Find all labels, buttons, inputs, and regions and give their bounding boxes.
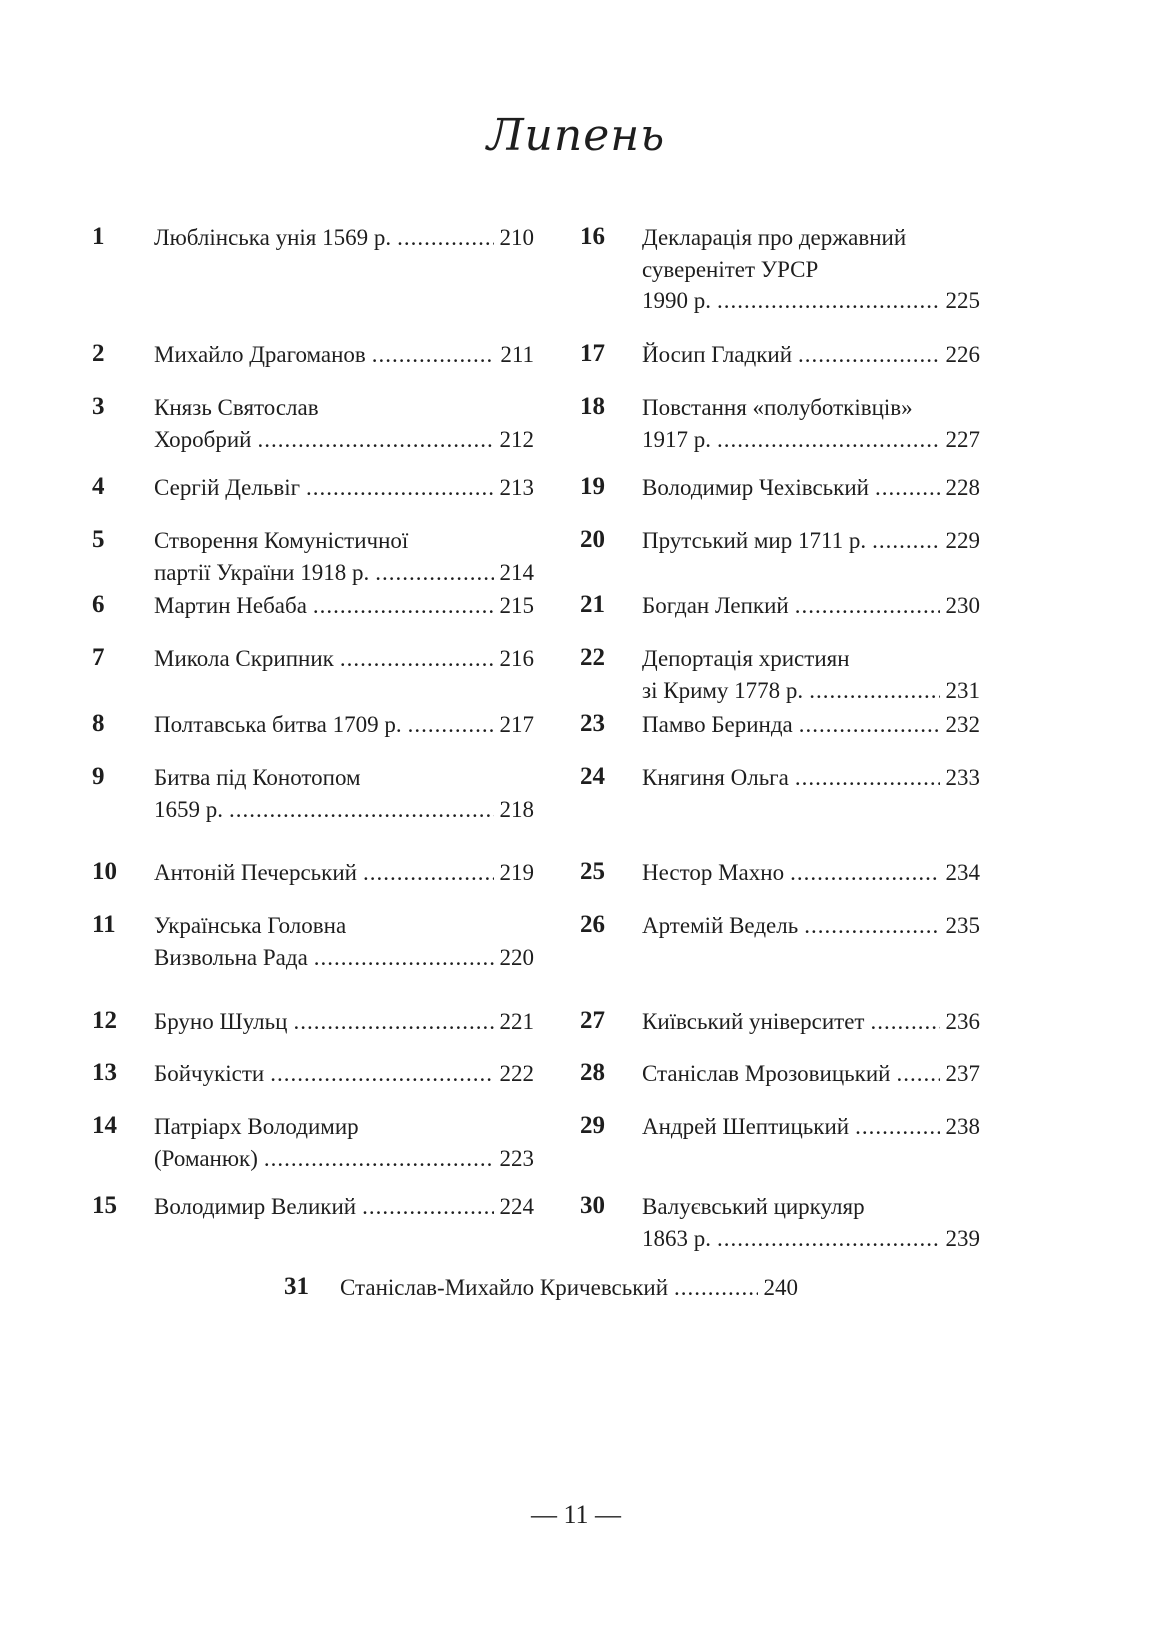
day-number: 23 [580,710,605,737]
entry-title [154,392,534,455]
entry-page-number: 228 [945,475,980,500]
day-number: 31 [284,1273,309,1300]
dot-leader [870,1006,939,1038]
entry-title-line: Йосип Гладкий [642,342,793,367]
entry-title-line: Артемій Ведель [642,913,799,938]
dot-leader [875,472,940,504]
entry-page-number: 214 [499,559,534,585]
day-number: 17 [580,340,605,367]
entry-title [642,339,980,371]
dot-leader [293,1006,493,1038]
day-number: 26 [580,911,605,938]
entry-title [154,339,534,371]
entry-title-line: Створення Комуністичної [154,528,409,553]
day-number: 22 [580,644,605,671]
dot-leader [229,794,494,826]
dot-leader [809,675,939,707]
dot-leader [306,472,493,504]
entry-page-number: 234 [945,860,980,885]
dot-leader [717,285,940,317]
entry-title-line: Нестор Махно [642,860,785,885]
day-number: 25 [580,858,605,885]
dot-leader [717,1223,940,1255]
day-number: 13 [92,1059,117,1086]
dot-leader [397,222,493,254]
entry-page-number: 211 [500,342,534,367]
entry-title-line: Памво Беринда [642,712,793,737]
entry-title-line: Декларація про державний [642,225,907,250]
entry-page-number: 226 [945,342,980,367]
day-number: 15 [92,1192,117,1219]
entry-page-number: 235 [945,913,980,938]
entry-page-number: 225 [945,288,980,313]
entry-title [154,1191,534,1223]
entry-page-number: 215 [499,593,534,618]
dot-leader [674,1272,757,1304]
entry-title [154,709,534,741]
entry-title [154,1111,534,1174]
entry-title [154,762,534,825]
entry-title-line: Сергій Дельвіг [154,475,301,500]
entry-title [154,910,534,973]
dot-leader [362,1191,493,1223]
entry-page-number: 223 [499,1145,534,1171]
entry-title-line: Патріарх Володимир [154,1114,359,1139]
entry-page-number: 236 [945,1009,980,1034]
day-number: 2 [92,340,105,367]
entry-page-number: 227 [945,426,980,452]
entry-title-line: Люблінська унія 1569 р. [154,225,392,250]
entry-title-line: Битва під Конотопом [154,765,361,790]
day-number: 29 [580,1112,605,1139]
dot-leader [804,910,939,942]
day-number: 14 [92,1112,117,1139]
entry-title-line: Князь Святослав [154,395,319,420]
entry-title-line: 1659 р. [154,796,223,822]
entry-title-line: Прутський мир 1711 р. [642,528,867,553]
entry-title [154,525,534,588]
entry-page-number: 219 [499,860,534,885]
entry-page-number: 213 [499,475,534,500]
dot-leader [872,525,939,557]
entry-title [154,1058,534,1090]
entry-page-number: 217 [499,712,534,737]
entry-title-line: Валуєвський циркуляр [642,1194,865,1219]
day-number: 20 [580,526,605,553]
entry-title-line: Депортація християн [642,646,850,671]
day-number: 6 [92,591,105,618]
dot-leader [795,762,940,794]
entry-title-line: Українська Головна [154,913,347,938]
entry-page-number: 231 [945,677,980,703]
entry-page-number: 220 [499,944,534,970]
dot-leader [313,590,494,622]
dot-leader [795,590,940,622]
entry-title [154,857,534,889]
entry-title [154,472,534,504]
day-number: 16 [580,223,605,250]
entry-title-line: Михайло Драгоманов [154,342,366,367]
entry-page-number: 221 [499,1009,534,1034]
dot-leader [372,339,495,371]
day-number: 4 [92,473,105,500]
entry-title-line: Станіслав-Михайло Кричевський [340,1275,669,1300]
dot-leader [340,643,494,675]
dot-leader [717,424,940,456]
entry-title [642,709,980,741]
entry-page-number: 210 [499,225,534,250]
entry-title-line: Антоній Печерський [154,860,357,885]
entry-title [340,1272,798,1304]
entry-title-line: Княгиня Ольга [642,765,789,790]
entry-title-line: Андрей Шептицький [642,1114,850,1139]
dot-leader [790,857,939,889]
entry-page-number: 230 [945,593,980,618]
entry-page-number: 216 [499,646,534,671]
day-number: 19 [580,473,605,500]
entry-title [642,525,980,557]
entry-title [154,643,534,675]
entry-title-line: Станіслав Мрозовицький [642,1061,891,1086]
entry-title [642,762,980,794]
entry-title [642,1006,980,1038]
entry-title [642,472,980,504]
entry-title-line: Повстання «полуботківців» [642,395,913,420]
day-number: 5 [92,526,105,553]
entry-title-line: Полтавська битва 1709 р. [154,712,402,737]
dot-leader [363,857,494,889]
entry-title-line: 1917 р. [642,426,711,452]
day-number: 8 [92,710,105,737]
entry-title-line: Володимир Великий [154,1194,357,1219]
day-number: 27 [580,1007,605,1034]
entry-title-line: Богдан Лепкий [642,593,789,618]
entry-title-line: Микола Скрипник [154,646,334,671]
entry-page-number: 240 [763,1275,798,1300]
entry-title-line: зі Криму 1778 р. [642,677,804,703]
entry-page-number: 224 [499,1194,534,1219]
dot-leader [408,709,494,741]
entry-title-line: 1863 р. [642,1225,711,1251]
day-number: 9 [92,763,105,790]
entry-page-number: 239 [945,1225,980,1251]
dot-leader [314,942,494,974]
dot-leader [896,1058,939,1090]
dot-leader [855,1111,939,1143]
dot-leader [799,709,940,741]
entry-title [154,590,534,622]
entry-title [154,222,534,254]
entry-title-line: Визвольна Рада [154,944,308,970]
dot-leader [798,339,939,371]
entry-page-number: 212 [499,426,534,452]
day-number: 7 [92,644,105,671]
day-number: 18 [580,393,605,420]
entry-page-number: 218 [499,796,534,822]
day-number: 30 [580,1192,605,1219]
entry-page-number: 233 [945,765,980,790]
entry-title [642,857,980,889]
entry-title [642,392,980,455]
entry-page-number: 238 [945,1114,980,1139]
entry-page-number: 222 [499,1061,534,1086]
entry-title-line: Київський університет [642,1009,865,1034]
entry-title-line: Бойчукісти [154,1061,265,1086]
entry-title-line: партії України 1918 р. [154,559,370,585]
page-number: — 11 — [530,1500,622,1529]
entry-title [642,590,980,622]
entry-title [154,1006,534,1038]
entry-title [642,1058,980,1090]
dot-leader [264,1143,494,1175]
entry-title [642,222,980,317]
entry-title-line: Бруно Шульц [154,1009,288,1034]
entry-title-line: 1990 р. [642,288,711,313]
entry-title-line: Мартин Небаба [154,593,307,618]
entry-page-number: 237 [945,1061,980,1086]
entry-title [642,1191,980,1254]
dot-leader [375,557,493,589]
entry-page-number: 229 [945,528,980,553]
entry-title-line: Хоробрий [154,426,252,452]
day-number: 12 [92,1007,117,1034]
day-number: 21 [580,591,605,618]
entry-title [642,910,980,942]
day-number: 3 [92,393,105,420]
dot-leader [257,424,493,456]
dot-leader [270,1058,493,1090]
entry-title [642,643,980,706]
entry-title [642,1111,980,1143]
day-number: 24 [580,763,605,790]
day-number: 1 [92,223,105,250]
day-number: 10 [92,858,117,885]
day-number: 28 [580,1059,605,1086]
entry-title-line: суверенітет УРСР [642,256,819,282]
entry-title-line: (Романюк) [154,1145,258,1171]
entry-title-line: Володимир Чехівський [642,475,869,500]
page-title: Липень [486,110,666,161]
entry-page-number: 232 [945,712,980,737]
day-number: 11 [92,911,116,938]
